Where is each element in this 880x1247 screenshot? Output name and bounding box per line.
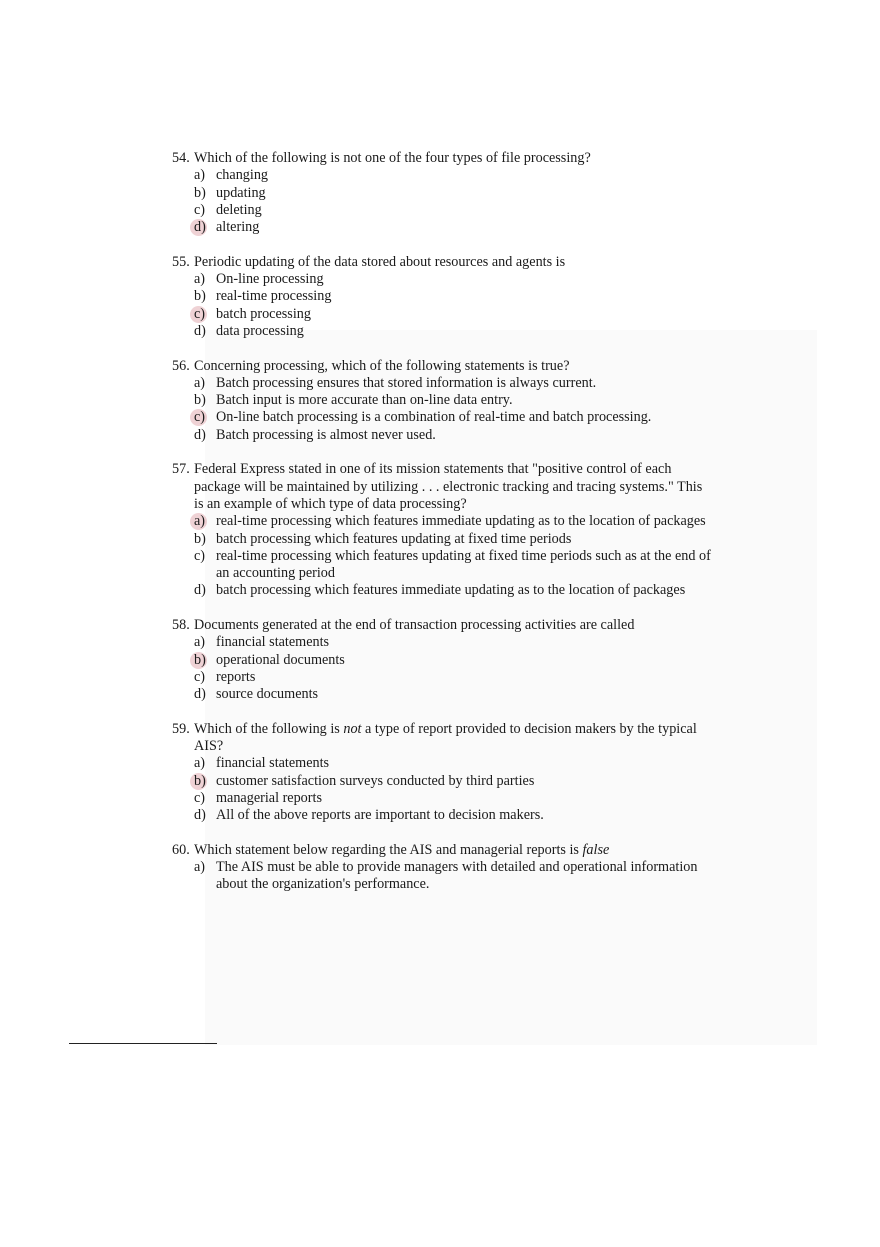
- answer-letter: [194, 669, 216, 686]
- answer-letter: [194, 531, 216, 548]
- answer-option: [194, 167, 712, 184]
- answer-letter-label: c): [194, 409, 206, 426]
- answer-letter: [194, 202, 216, 219]
- question-list: [172, 150, 712, 911]
- answer-text: source documents: [216, 686, 319, 703]
- answer-option: [194, 271, 712, 288]
- question-text-segment: Documents generated at the end of transaction processing activities are called: [194, 617, 635, 634]
- question-text-segment: a type of report provided to decision makers by the typical AIS?: [194, 720, 697, 755]
- question-number: 59.: [172, 720, 190, 737]
- question-text: [194, 150, 712, 167]
- answer-letter-label: a): [194, 755, 206, 772]
- answer-option: [194, 548, 712, 583]
- answer-letter: [194, 323, 216, 340]
- question-item: [172, 254, 712, 340]
- question-text: [194, 254, 712, 271]
- answer-letter: [194, 271, 216, 288]
- answer-letter-label: d): [194, 807, 206, 824]
- answer-option: [194, 773, 712, 790]
- answer-text: batch processing which features updating at fixed time periods: [216, 530, 572, 547]
- answer-letter: [194, 755, 216, 772]
- answer-text: changing: [216, 167, 269, 184]
- answer-option: [194, 790, 712, 807]
- answer-letter: [194, 548, 216, 583]
- question-item: [172, 358, 712, 444]
- answer-text: real-time processing: [216, 288, 332, 305]
- answer-letter-circled: [194, 219, 216, 236]
- answer-text: batch processing: [216, 305, 311, 322]
- answer-text: real-time processing which features updating at fixed time periods such as at the end of an accounting period: [216, 547, 711, 582]
- answer-letter-label: b): [194, 772, 206, 789]
- answer-option: [194, 582, 712, 599]
- answer-letter-label: b): [194, 288, 206, 305]
- answer-text: managerial reports: [216, 789, 322, 806]
- answer-letter: [194, 790, 216, 807]
- question-text-segment: Concerning processing, which of the following statements is true?: [194, 357, 570, 374]
- question-number: 60.: [172, 841, 190, 858]
- question-number: 55.: [172, 253, 190, 270]
- answer-letter-label: d): [194, 426, 206, 443]
- answer-letter: [194, 807, 216, 824]
- answer-text: real-time processing which features immediate updating as to the location of packages: [216, 513, 706, 530]
- answer-text: updating: [216, 184, 266, 201]
- question-number: 58.: [172, 617, 190, 634]
- answer-letter-label: a): [194, 859, 206, 876]
- answer-text: customer satisfaction surveys conducted by third parties: [216, 772, 535, 789]
- answer-option: [194, 755, 712, 772]
- question-number: 54.: [172, 150, 190, 166]
- answer-text: Batch processing ensures that stored information is always current.: [216, 374, 597, 391]
- answer-letter-label: a): [194, 167, 206, 184]
- question-text: [194, 721, 712, 756]
- answer-letter: [194, 167, 216, 184]
- answer-text: data processing: [216, 322, 304, 339]
- answer-letter-label: b): [194, 651, 206, 668]
- answer-option: [194, 409, 712, 426]
- answer-letter-label: b): [194, 392, 206, 409]
- answer-text: On-line batch processing is a combination of real-time and batch processing.: [216, 409, 652, 426]
- answer-letter-label: c): [194, 668, 206, 685]
- answer-letter-label: b): [194, 530, 206, 547]
- answer-letter-circled: [194, 513, 216, 530]
- question-number: 56.: [172, 357, 190, 374]
- question-text-segment: Which statement below regarding the AIS and managerial reports is: [194, 841, 583, 858]
- footnote-separator: [69, 1043, 217, 1044]
- question-text: [194, 358, 712, 375]
- answer-text: batch processing which features immediate updating as to the location of packages: [216, 582, 686, 599]
- answer-letter: [194, 288, 216, 305]
- answer-text: financial statements: [216, 755, 330, 772]
- answer-letter-circled: [194, 773, 216, 790]
- answer-option: [194, 686, 712, 703]
- answer-letter-circled: [194, 652, 216, 669]
- answer-letter-label: d): [194, 686, 206, 703]
- answer-text: deleting: [216, 201, 262, 218]
- answer-letter-label: a): [194, 513, 206, 530]
- answer-text: Batch processing is almost never used.: [216, 426, 436, 443]
- question-stem: [172, 721, 712, 756]
- answer-option: [194, 219, 712, 236]
- answer-text: The AIS must be able to provide managers with detailed and operational information about the organization's performance.: [216, 859, 698, 893]
- answer-letter: [194, 375, 216, 392]
- answer-letter-label: c): [194, 201, 206, 218]
- answer-letter: [194, 427, 216, 444]
- question-stem: [172, 461, 712, 513]
- answer-option: [194, 859, 712, 894]
- answer-letter-label: a): [194, 374, 206, 391]
- answer-text: All of the above reports are important to decision makers.: [216, 807, 544, 824]
- answer-option: [194, 288, 712, 305]
- question-stem: [172, 254, 712, 271]
- answer-option: [194, 669, 712, 686]
- question-text: [194, 842, 712, 859]
- question-stem: [172, 842, 712, 859]
- question-stem: [172, 358, 712, 375]
- answer-text: financial statements: [216, 634, 330, 651]
- answer-option: [194, 185, 712, 202]
- question-text: [194, 617, 712, 634]
- question-stem: [172, 150, 712, 167]
- question-text: [194, 461, 712, 513]
- answer-option: [194, 634, 712, 651]
- answer-option: [194, 531, 712, 548]
- answer-option: [194, 375, 712, 392]
- answer-option: [194, 652, 712, 669]
- answer-letter-circled: [194, 409, 216, 426]
- answer-letter: [194, 859, 216, 894]
- answer-option: [194, 807, 712, 824]
- answer-letter-label: a): [194, 634, 206, 651]
- answer-option: [194, 323, 712, 340]
- answer-option: [194, 202, 712, 219]
- question-stem: [172, 617, 712, 634]
- question-item: [172, 842, 712, 894]
- answer-option: [194, 306, 712, 323]
- answer-text: reports: [216, 668, 256, 685]
- question-item: [172, 461, 712, 599]
- answer-letter: [194, 392, 216, 409]
- answer-letter-label: c): [194, 305, 206, 322]
- answer-letter-label: c): [194, 789, 206, 806]
- question-item: [172, 721, 712, 825]
- question-text-segment: Which of the following is: [194, 720, 344, 737]
- answer-option: [194, 392, 712, 409]
- answer-letter: [194, 185, 216, 202]
- question-text-emphasis: false: [582, 841, 610, 858]
- question-number: 57.: [172, 461, 190, 478]
- answer-letter: [194, 686, 216, 703]
- question-text-segment: Federal Express stated in one of its mission statements that "positive control of each package will be maintained by utilizing . . . electronic tracking and tracing systems." This is an example of which type of data processing?: [194, 461, 703, 512]
- question-item: [172, 617, 712, 703]
- answer-letter-circled: [194, 306, 216, 323]
- question-text-segment: Which of the following is not one of the four types of file processing?: [194, 150, 591, 166]
- answer-letter-label: d): [194, 582, 206, 599]
- answer-text: On-line processing: [216, 271, 324, 288]
- answer-letter-label: d): [194, 219, 206, 236]
- answer-option: [194, 513, 712, 530]
- answer-letter-label: b): [194, 184, 206, 201]
- question-text-segment: Periodic updating of the data stored about resources and agents is: [194, 253, 566, 270]
- answer-letter: [194, 582, 216, 599]
- answer-letter: [194, 634, 216, 651]
- answer-text: operational documents: [216, 651, 345, 668]
- question-text-emphasis: not: [343, 720, 362, 737]
- question-item: [172, 150, 712, 236]
- answer-text: altering: [216, 219, 260, 236]
- answer-option: [194, 427, 712, 444]
- answer-letter-label: c): [194, 547, 206, 564]
- answer-text: Batch input is more accurate than on-line data entry.: [216, 392, 513, 409]
- answer-letter-label: d): [194, 322, 206, 339]
- answer-letter-label: a): [194, 271, 206, 288]
